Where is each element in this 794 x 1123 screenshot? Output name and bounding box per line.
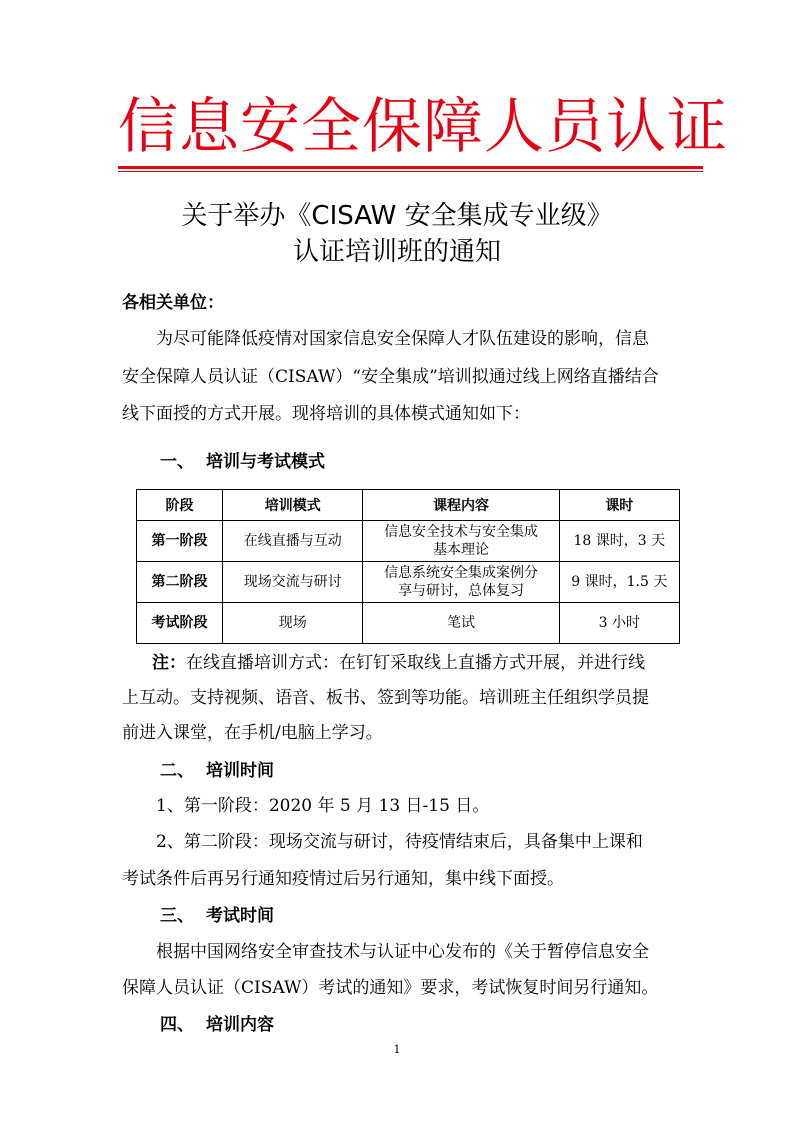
org-banner: 信息安全保障人员认证 [118,92,728,162]
schedule-item-2-line-2: 考试条件后再另行通知疫情过后另行通知，集中线下面授。 [122,869,564,889]
section-2-heading [160,760,736,782]
intro-line-2: 安全保障人员认证（CISAW）“安全集成”培训拟通过线上网络直播结合 [122,367,659,387]
page-number: 1 [393,1043,401,1056]
table-header-cell: 阶段 [137,490,223,521]
section-1-number: 一、 [160,452,194,472]
training-mode-table [136,489,680,644]
doc-title-line2: 认证培训班的通知 [292,237,501,267]
note-label: 注： [152,653,186,673]
section-2-number: 二、 [160,761,194,781]
intro-line-1: 为尽可能降低疫情对国家信息安全保障人才队伍建设的影响，信息 [122,329,649,349]
content-line: 基本理论 [433,542,490,558]
schedule-item-1: 1、第一阶段：2020 年 5 月 13 日-15 日。 [122,796,490,816]
stage-cell: 第二阶段 [137,562,223,603]
intro-line-3: 线下面授的方式开展。现将培训的具体模式通知如下： [122,404,530,424]
stage-cell: 第一阶段 [137,521,223,562]
mode-cell: 在线直播与互动 [222,521,363,562]
table-header-cell: 培训模式 [222,490,363,521]
hours-cell: 9 课时，1.5 天 [559,562,679,603]
hours-cell: 18 课时，3 天 [559,521,679,562]
mode-cell: 现场 [222,603,363,644]
section-2-title: 培训时间 [206,761,274,781]
content-cell: 笔试 [363,603,559,644]
table-header-row [137,490,680,521]
section-3-heading [160,905,736,927]
doc-title-line1: 关于举办《CISAW 安全集成专业级》 [181,201,613,231]
banner-rule-thin [118,171,703,172]
section-3-number: 三、 [160,906,194,926]
section-1-heading [160,451,736,473]
section-4-number: 四、 [160,1015,194,1035]
content-cell [363,521,559,562]
stage-cell: 考试阶段 [137,603,223,644]
note-line-1 [152,652,698,674]
salutation: 各相关单位： [122,293,224,313]
content-line: 信息安全技术与安全集成 [384,524,539,540]
table-header-cell: 课时 [559,490,679,521]
note-text: 在线直播培训方式：在钉钉采取线上直播方式开展，并进行线 [186,653,645,673]
section-3-title: 考试时间 [206,906,274,926]
content-cell [363,562,559,603]
banner-rule-thick [118,166,703,169]
section-4-heading [160,1014,736,1036]
hours-cell: 3 小时 [559,603,679,644]
table-header-cell: 课程内容 [363,490,559,521]
section-1-title: 培训与考试模式 [206,452,325,472]
mode-cell: 现场交流与研讨 [222,562,363,603]
table-row [137,603,680,644]
table-row [137,562,680,603]
exam-line-2: 保障人员认证（CISAW）考试的通知》要求，考试恢复时间另行通知。 [122,978,659,998]
content-line: 信息系统安全集成案例分 [384,565,539,581]
schedule-item-2-line-1: 2、第二阶段：现场交流与研讨，待疫情结束后，具备集中上课和 [122,832,643,852]
content-line: 享与研讨，总体复习 [398,583,525,599]
section-4-title: 培训内容 [206,1015,274,1035]
note-line-2: 上互动。支持视频、语音、板书、签到等功能。培训班主任组织学员提 [122,688,649,708]
table-row [137,521,680,562]
exam-line-1: 根据中国网络安全审查技术与认证中心发布的《关于暂停信息安全 [122,942,649,962]
note-line-3: 前进入课堂，在手机/电脑上学习。 [122,723,383,743]
